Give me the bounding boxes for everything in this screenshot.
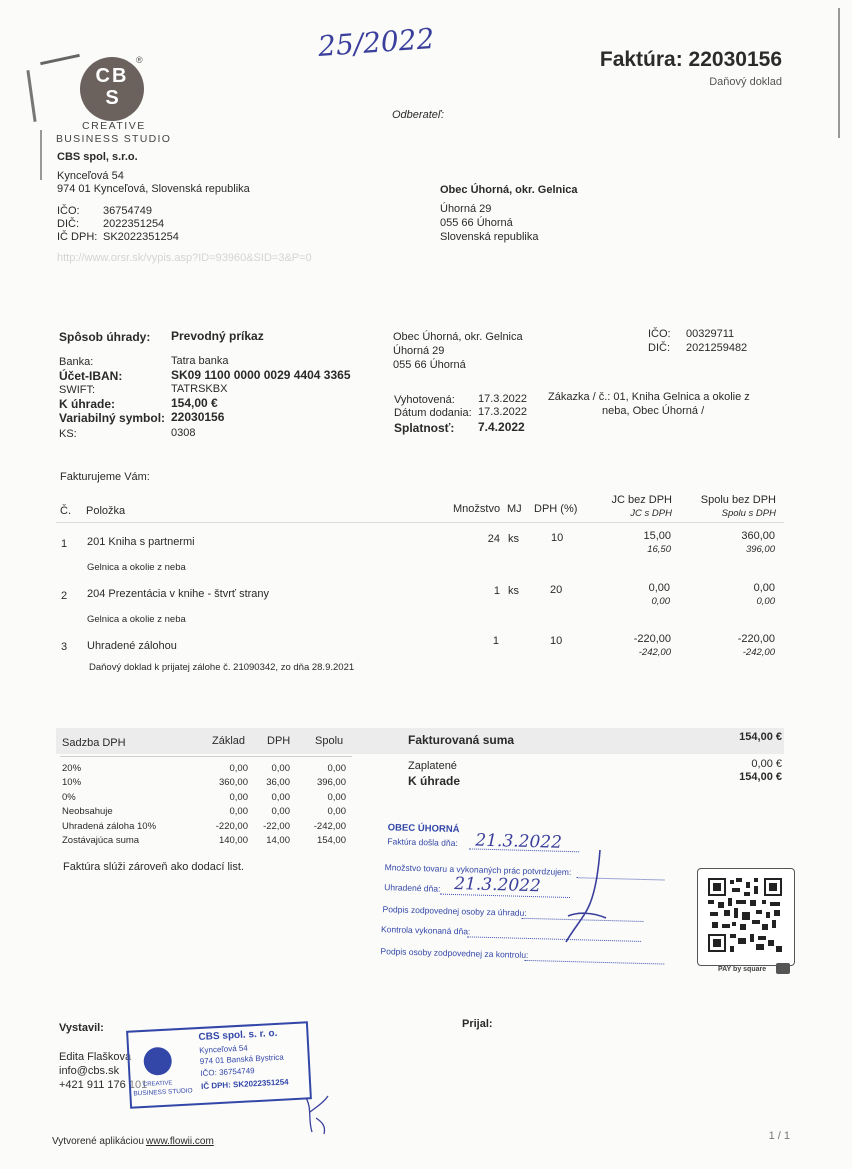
vat-amount: 0,00 [271,792,290,803]
item-price: -220,00 [633,633,671,645]
item-total: 360,00 [741,530,775,542]
payment-method: Prevodný príkaz [171,329,264,343]
delivery-ico-label: IČO: [648,328,671,340]
amount-to-pay-value: 154,00 € [739,771,782,783]
vat-col-vat: DPH [267,735,291,747]
payment-method-label: Spôsob úhrady: [59,330,151,344]
amount-due-label: K úhrade: [59,397,116,411]
customer-country: Slovenská republika [440,231,539,243]
vat-table-divider [60,756,352,757]
item-no: 2 [61,590,68,602]
received-by-label: Prijal: [462,1018,493,1030]
item-vat: 10 [550,635,563,647]
supplier-ico: 36754749 [103,205,152,217]
invoice-title: Faktúra: 22030156 [599,48,782,71]
stamp-quantity-label: Množstvo tovaru a vykonaných prác potvrdzujem: [384,862,572,878]
stamp-org: OBEC ÚHORNÁ [387,822,460,836]
issued-date: 17.3.2022 [478,393,527,405]
logo-registered-mark: ® [136,55,143,65]
logo-name-line1: CREATIVE [82,120,146,132]
ks-value: 0308 [171,427,196,439]
vat-col-rate: Sadzba DPH [62,737,126,749]
col-total: Spolu bez DPH [700,494,776,506]
item-price-vat: 0,00 [651,596,670,607]
order-label: Zákazka / č.: 01, Kniha Gelnica a okolie z [548,391,750,403]
vat-rate: 0% [62,792,76,803]
vat-total: -242,00 [313,821,346,832]
supplier-dic-label: DIČ: [57,218,79,230]
staple-mark [40,54,80,65]
vat-amount: 36,00 [266,777,290,788]
item-total: 0,00 [753,582,775,594]
item-total-vat: 396,00 [745,544,775,555]
iban-label: Účet-IBAN: [59,369,123,383]
stamp-control-label: Kontrola vykonaná dňa: [380,924,471,937]
paid-value: 0,00 € [751,758,782,770]
item-no: 3 [61,641,68,653]
col-unit-price-vat: JC s DPH [630,508,672,519]
staple-mark [26,70,36,122]
vat-row [62,777,352,791]
item-price: 15,00 [643,530,671,542]
item-vat: 10 [551,532,564,544]
vat-row [62,835,352,849]
company-logo [80,57,144,121]
vat-base: 360,00 [218,777,248,788]
bank-value: Tatra banka [171,355,229,367]
supplier-name: CBS spol, s.r.o. [57,151,138,163]
supplier-street: Kynceľová 54 [57,170,124,182]
item-price-vat: -242,00 [638,647,671,658]
vat-total: 0,00 [327,792,346,803]
delivery-dic: 2021259482 [686,342,748,354]
col-unit-price: JC bez DPH [611,494,672,506]
vat-base: 0,00 [229,806,248,817]
item-name: 201 Kniha s partnermi [87,536,195,548]
stamp-control-sign-label: Podpis osoby zodpovednej za kontrolu: [380,946,529,960]
item-qty: 24 [487,533,500,545]
stamp-city: 974 01 Banská Bystrica [199,1052,284,1066]
register-link[interactable]: http://www.orsr.sk/vypis.asp?ID=93960&SID=3&P=0 [57,252,312,264]
paid-label: Zaplatené [408,760,457,772]
supplier-icdph-label: IČ DPH: [57,231,98,243]
vat-total: 0,00 [327,806,346,817]
col-total-vat: Spolu s DPH [721,508,776,519]
supplier-ico-label: IČO: [57,205,80,217]
due-date: 7.4.2022 [478,420,525,434]
delivery-city: 055 66 Úhorná [393,359,466,371]
vat-rate: Uhradená záloha 10% [62,821,157,832]
company-stamp [126,1021,312,1108]
signature-scribble [548,846,618,946]
supplier-icdph: SK2022351254 [103,231,179,243]
handwritten-number: 25/2022 [316,21,436,64]
delivery-ico: 00329711 [686,328,735,340]
vat-row [62,806,352,820]
vat-amount: 0,00 [271,763,290,774]
bank-label: Banka: [59,356,94,368]
vat-base: -220,00 [215,821,248,832]
intro-text: Fakturujeme Vám: [60,471,150,483]
item-unit: ks [508,533,519,545]
logo-letters-top: CB [95,65,129,87]
customer-street: Úhorná 29 [440,203,492,215]
variable-symbol-label: Variabilný symbol: [59,411,166,425]
vat-total: 154,00 [316,835,346,846]
item-qty: 1 [492,635,499,647]
vat-rate: 20% [62,763,82,774]
supplier-dic: 2022351254 [103,218,165,230]
due-date-label: Splatnosť: [394,421,455,435]
swift-label: SWIFT: [59,384,96,396]
vat-rate: Neobsahuje [62,806,113,817]
supplier-city: 974 01 Kynceľová, Slovenská republika [57,183,250,195]
delivery-street: Úhorná 29 [393,345,445,357]
col-no: Č. [60,505,71,517]
delivery-date: 17.3.2022 [478,406,527,418]
item-name: 204 Prezentácia v knihe - štvrť strany [87,588,270,600]
stamp-paid-date: 21.3.2022 [454,874,542,897]
stamp-received-label: Faktúra došla dňa: [387,836,458,849]
footer-app-link[interactable]: www.flowii.com [146,1136,214,1147]
stamp-dotted-line [524,960,664,965]
stamp-received-date: 21.3.2022 [475,830,563,853]
variable-symbol-value: 22030156 [171,410,225,424]
vat-rate: 10% [62,777,82,788]
stamp-logo-circle [143,1046,172,1075]
qr-code [708,878,782,952]
invoice-subtitle: Daňový doklad [709,76,782,88]
col-qty: Množstvo [453,503,501,515]
vat-base: 0,00 [229,792,248,803]
item-no: 1 [61,538,68,550]
stamp-paid-label: Uhradené dňa: [384,882,441,894]
item-vat: 20 [550,584,563,596]
vat-amount: 0,00 [271,806,290,817]
invoiced-sum-value: 154,00 € [739,731,782,743]
stamp-street: Kynceľová 54 [198,1043,248,1056]
item-note: Gelnica a okolie z neba [87,562,186,573]
item-price: 0,00 [648,582,670,594]
delivery-name: Obec Úhorná, okr. Gelnica [393,331,523,343]
order-label-cont: neba, Obec Úhorná / [602,405,705,417]
item-note: Daňový doklad k prijatej zálohe č. 21090342, zo dňa 28.9.2021 [89,662,355,673]
vat-col-base: Základ [212,735,246,747]
stamp-ico: IČO: 36754749 [200,1066,255,1078]
vat-base: 0,00 [229,763,248,774]
vat-col-total: Spolu [315,735,344,747]
issuer-name: Edita Flašková [59,1051,132,1063]
vat-row [62,821,352,835]
pay-by-square-icon [776,963,790,974]
item-total-vat: -242,00 [742,647,775,658]
customer-label: Odberateľ: [392,109,445,121]
swift-value: TATRSKBX [171,383,228,395]
item-unit: ks [508,585,519,597]
issuer-phone: +421 911 176 101 [59,1079,148,1091]
item-total-vat: 0,00 [756,596,775,607]
logo-letters-bottom: S [105,87,119,109]
vat-total: 0,00 [327,763,346,774]
vat-row [62,792,352,806]
stamp-logo-line1: CREATIVE [142,1080,173,1089]
item-price-vat: 16,50 [647,544,671,555]
item-qty: 1 [493,585,500,597]
delivery-note-text: Faktúra slúži zároveň ako dodací list. [63,861,244,873]
iban-value: SK09 1100 0000 0029 4404 3365 [171,368,351,382]
col-unit: MJ [507,503,522,515]
customer-city: 055 66 Úhorná [440,217,513,229]
delivery-date-label: Dátum dodania: [394,407,472,419]
vat-amount: 14,00 [266,835,290,846]
item-note: Gelnica a okolie z neba [87,614,186,625]
items-header-divider [56,522,784,523]
item-name: Uhradené zálohou [87,640,177,652]
amount-to-pay-label: K úhrade [408,774,461,788]
amount-due-value: 154,00 € [171,396,218,410]
item-total: -220,00 [737,633,775,645]
issued-date-label: Vyhotovená: [394,394,455,406]
footer-app-prefix: Vytvorené aplikáciou [52,1136,144,1147]
staple-mark [40,130,42,180]
issuer-signature [298,1088,338,1138]
stamp-icdph: IČ DPH: SK2022351254 [200,1077,289,1091]
issued-by-label: Vystavil: [59,1022,104,1034]
invoiced-sum-label: Fakturovaná suma [408,733,515,747]
col-item: Položka [86,505,126,517]
page-number: 1 / 1 [768,1130,790,1142]
stamp-logo-line2: BUSINESS STUDIO [133,1087,193,1098]
vat-total: 396,00 [316,777,346,788]
stamp-company-name: CBS spol. s. r. o. [198,1027,278,1044]
col-vat: DPH (%) [534,503,578,515]
stamp-responsible-label: Podpis zodpovednej osoby za úhradu: [382,904,527,918]
delivery-dic-label: DIČ: [648,342,670,354]
ks-label: KS: [59,428,77,440]
vat-row [62,763,352,777]
vat-rate: Zostávajúca suma [62,835,140,846]
issuer-email[interactable]: info@cbs.sk [59,1065,120,1077]
approval-stamp [378,822,682,970]
page-edge-mark [838,8,840,138]
vat-base: 140,00 [218,835,248,846]
customer-name: Obec Úhorná, okr. Gelnica [440,184,578,196]
vat-amount: -22,00 [263,821,290,832]
logo-name-line2: BUSINESS STUDIO [56,133,172,145]
qr-caption: PAY by square [718,966,767,973]
